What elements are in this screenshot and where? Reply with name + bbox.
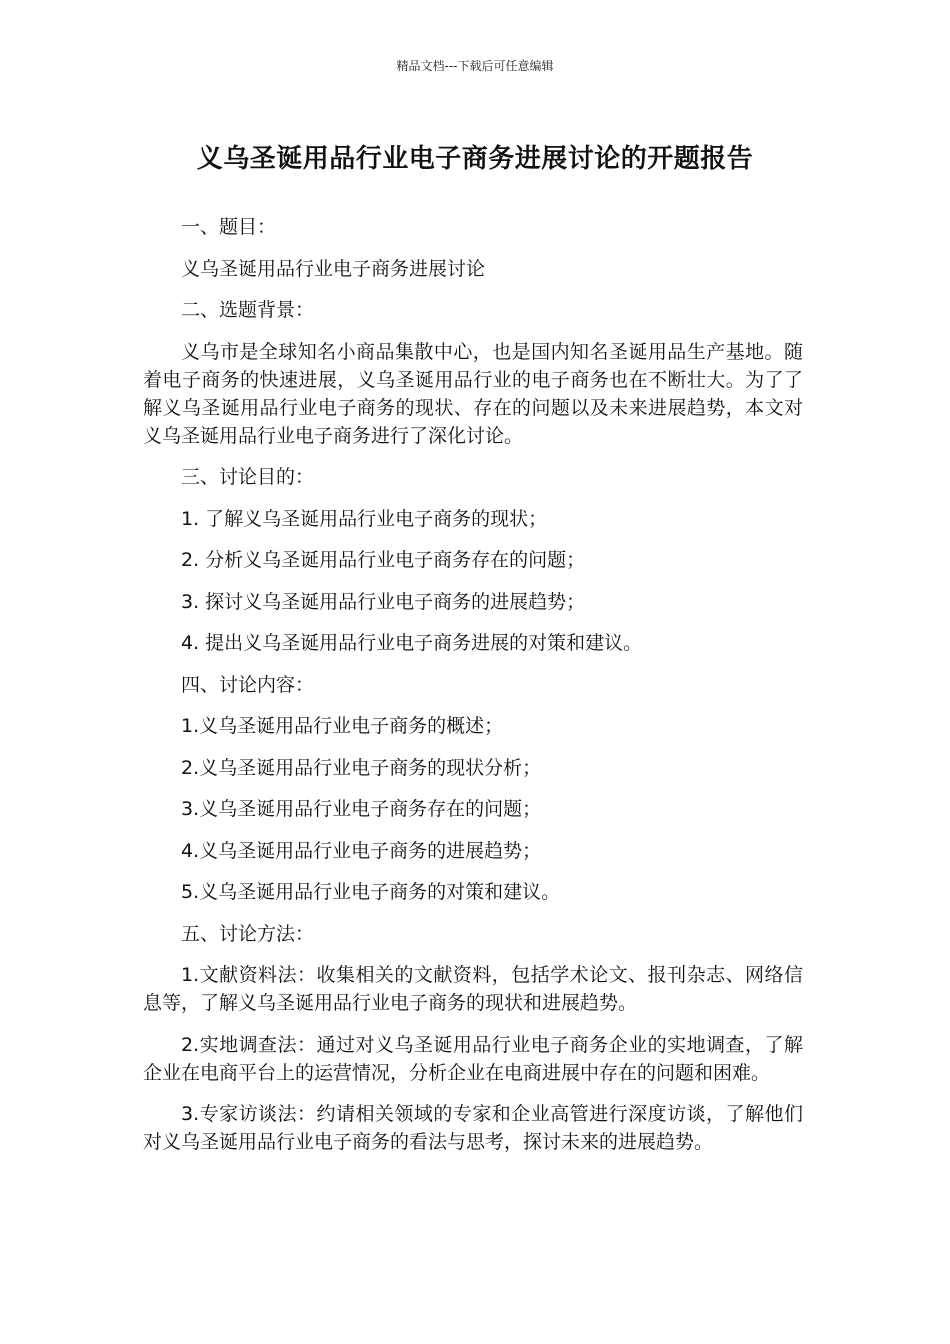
content-item: 5.义乌圣诞用品行业电子商务的对策和建议。	[181, 881, 561, 903]
content-item: 2.义乌圣诞用品行业电子商务的现状分析；	[181, 756, 542, 779]
document-title: 义乌圣诞用品行业电子商务进展讨论的开题报告	[196, 144, 754, 174]
method-paragraph: 1.文献资料法：收集相关的文献资料，包括学术论文、报刊杂志、网络信息等，了解义乌圣诞用品行业电子商务的现状和进展趋势。	[143, 964, 803, 1014]
background-paragraph: 义乌市是全球知名小商品集散中心，也是国内知名圣诞用品生产基地。随着电子商务的快速进展，义乌圣诞用品行业的电子商务也在不断壮大。为了了解义乌圣诞用品行业电子商务的现状、存在的问题以及未来进展趋势，本文对义乌圣诞用品行业电子商务进行了深化讨论。	[143, 340, 803, 447]
content-item: 1.义乌圣诞用品行业电子商务的概述；	[181, 715, 504, 737]
method-paragraph: 3.专家访谈法：约请相关领域的专家和企业高管进行深度访谈，了解他们对义乌圣诞用品行业电子商务的看法与思考，探讨未来的进展趋势。	[143, 1103, 803, 1153]
topic-text: 义乌圣诞用品行业电子商务进展讨论	[181, 257, 486, 280]
content-item: 3.义乌圣诞用品行业电子商务存在的问题；	[181, 798, 542, 820]
section-heading-background: 二、选题背景：	[181, 299, 315, 321]
purpose-item: 4. 提出义乌圣诞用品行业电子商务进展的对策和建议。	[181, 632, 643, 654]
section-heading-purpose: 三、讨论目的：	[181, 466, 315, 488]
section-heading-methods: 五、讨论方法：	[181, 922, 315, 945]
purpose-item: 1. 了解义乌圣诞用品行业电子商务的现状；	[181, 507, 548, 530]
page-header: 精品文档---下载后可任意编辑	[396, 59, 554, 73]
document-body	[143, 213, 803, 1170]
section-heading-content: 四、讨论内容：	[181, 673, 315, 696]
method-paragraph: 2.实地调查法：通过对义乌圣诞用品行业电子商务企业的实地调查，了解企业在电商平台上的运营情况，分析企业在电商进展中存在的问题和困难。	[143, 1033, 803, 1084]
purpose-item: 2. 分析义乌圣诞用品行业电子商务存在的问题；	[181, 549, 586, 571]
content-item: 4.义乌圣诞用品行业电子商务的进展趋势；	[181, 839, 542, 862]
purpose-item: 3. 探讨义乌圣诞用品行业电子商务的进展趋势；	[181, 590, 586, 613]
section-heading-topic: 一、题目：	[181, 216, 277, 238]
